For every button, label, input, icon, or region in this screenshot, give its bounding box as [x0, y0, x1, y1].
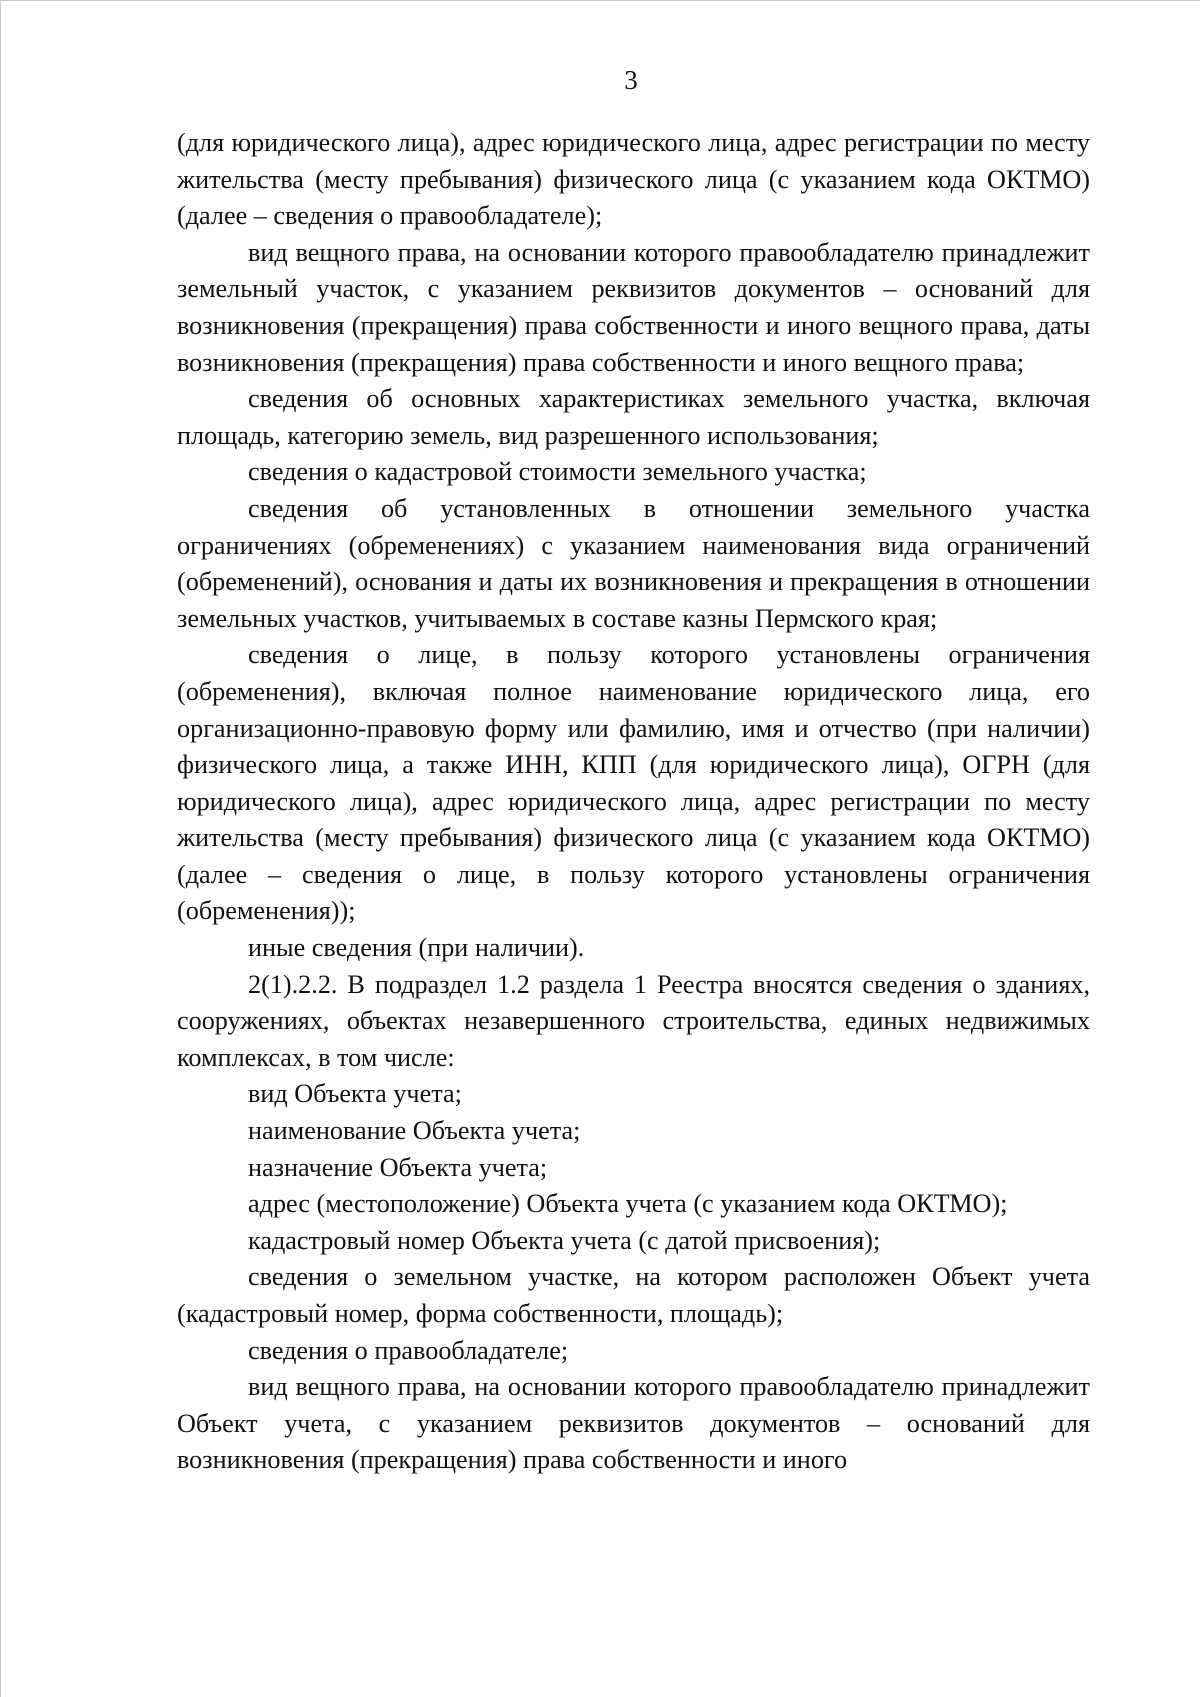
paragraph-13: кадастровый номер Объекта учета (с датой присвоения); — [248, 1225, 881, 1255]
paragraph-7: иные сведения (при наличии). — [248, 933, 585, 963]
page-number: 3 — [624, 65, 638, 95]
paragraph-16: вид вещного права, на основании которого правообладателю принадлежит Объект учета, с указанием реквизитов документов – оснований для возникновения (прекращения) права собственности и иного — [177, 1372, 1090, 1475]
paragraph-4: сведения о кадастровой стоимости земельного участка; — [248, 457, 867, 487]
paragraph-5: сведения об установленных в отношении земельного участка ограничениях (обременениях) с указанием наименования вида ограничений (обременений), основания и даты их возникновения и прекращения в отношении земельных участков, учитываемых в составе казны Пермского края; — [177, 493, 1090, 633]
paragraph-11: назначение Объекта учета; — [248, 1152, 548, 1182]
paragraph-8: 2(1).2.2. В подраздел 1.2 раздела 1 Реестра вносятся сведения о зданиях, сооружениях, объектах незавершенного строительства, единых недвижимых комплексах, в том числе: — [177, 969, 1090, 1072]
paragraph-3: сведения об основных характеристиках земельного участка, включая площадь, категорию земель, вид разрешенного использования; — [177, 384, 1090, 450]
body-text — [177, 125, 1090, 1479]
paragraph-9: вид Объекта учета; — [248, 1079, 462, 1109]
paragraph-12: адрес (местоположение) Объекта учета (с указанием кода ОКТМО); — [248, 1189, 1008, 1219]
paragraph-10: наименование Объекта учета; — [248, 1116, 581, 1146]
paragraph-6: сведения о лице, в пользу которого установлены ограничения (обременения), включая полное наименование юридического лица, его организационно-правовую форму или фамилию, имя и отчество (при наличии) физического лица, а также ИНН, КПП (для юридического лица), ОГРН (для юридического лица), адрес юридического лица, адрес регистрации по месту жительства (месту пребывания) физического лица (с указанием кода ОКТМО) (далее – сведения о лице, в пользу которого установлены ограничения (обременения)); — [177, 640, 1090, 926]
paragraph-1: (для юридического лица), адрес юридического лица, адрес регистрации по месту жительства (месту пребывания) физического лица (с указанием кода ОКТМО) (далее – сведения о правообладателе); — [177, 128, 1090, 231]
paragraph-14: сведения о земельном участке, на котором расположен Объект учета (кадастровый номер, форма собственности, площадь); — [177, 1262, 1090, 1328]
paragraph-15: сведения о правообладателе; — [248, 1335, 569, 1365]
paragraph-2: вид вещного права, на основании которого правообладателю принадлежит земельный участок, с указанием реквизитов документов – оснований для возникновения (прекращения) права собственности и иного вещного права, даты возникновения (прекращения) права собственности и иного вещного права; — [177, 237, 1090, 377]
